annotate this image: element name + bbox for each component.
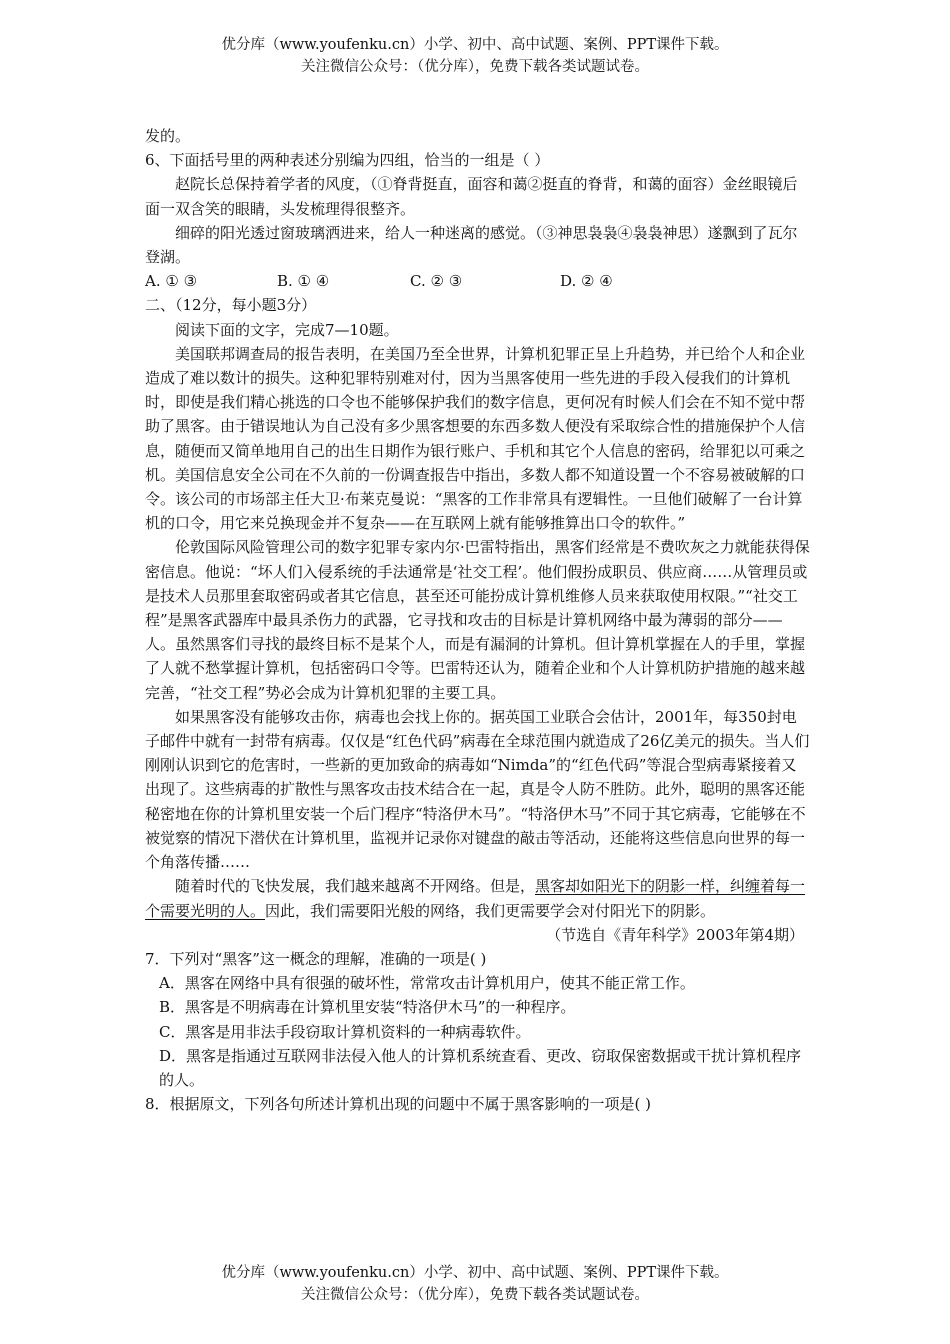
q8-stem: 8．根据原文，下列各句所述计算机出现的问题中不属于黑客影响的一项是( ) xyxy=(145,1095,652,1114)
q7-option-b: B．黑客是不明病毒在计算机里安装“特洛伊木马”的一种程序。 xyxy=(159,998,576,1017)
continuation-line: 发的。 xyxy=(145,127,191,145)
header-line-2: 关注微信公众号：（优分库），免费下载各类试题试卷。 xyxy=(301,59,649,75)
q6-paragraph-1: 赵院长总保持着学者的风度，（①脊背挺直，面容和蔼②挺直的脊背，和蔼的面容）金丝眼镜后面一双含笑的眼睛，头发梳理得很整齐。 xyxy=(145,175,798,218)
q6-option-c: C. ② ③ xyxy=(410,272,463,291)
passage-paragraph-1: 美国联邦调查局的报告表明，在美国乃至全世界，计算机犯罪正呈上升趋势，并已给个人和企业造成了难以数计的损失。这种犯罪特别难对付，因为当黑客使用一些先进的手段入侵我们的计算机时，即使是我们精心挑选的口令也不能够保护我们的数字信息，更何况有时候人们会在不知不觉中帮助了黑客。由于错误地认为自己没有多少黑客想要的东西多数人便没有采取综合性的措施保护个人信息，随便而又简单地用自己的出生日期作为银行账户、手机和其它个人信息的密码，给罪犯以可乘之机。美国信息安全公司在不久前的一份调查报告中指出，多数人都不知道设置一个不容易被破解的口令。该公司的市场部主任大卫·布莱克曼说：“黑客的工作非常具有逻辑性。一旦他们破解了一台计算机的口令，用它来兑换现金并不复杂——在互联网上就有能够推算出口令的软件。” xyxy=(145,344,806,533)
section-2-title: 二、（12分，每小题3分） xyxy=(145,296,317,315)
passage-source: （节选自《青年科学》2003年第4期） xyxy=(546,925,804,944)
passage-p4-end: 因此，我们需要阳光般的网络，我们更需要学会对付阳光下的阴影。 xyxy=(265,901,716,920)
passage-paragraph-2: 伦敦国际风险管理公司的数字犯罪专家内尔·巴雷特指出，黑客们经常是不费吹灰之力就能获得保密信息。他说：“坏人们入侵系统的手法通常是‘社交工程’。他们假扮成职员、供应商……从管理员或是技术人员那里套取密码或者其它信息，甚至还可能扮成计算机维修人员来获取使用权限。”“社交工程”是黑客武器库中最具杀伤力的武器，它寻找和攻击的目标是计算机网络中最为薄弱的部分——人。虽然黑客们寻找的最终目标不是某个人，而是有漏洞的计算机。但计算机掌握在人的手里，掌握了人就不愁掌握计算机，包括密码口令等。巴雷特还认为，随着企业和个人计算机防护措施的越来越完善，“社交工程”势必会成为计算机犯罪的主要工具。 xyxy=(145,538,810,702)
section-2-intro: 阅读下面的文字，完成7—10题。 xyxy=(175,320,399,339)
q6-option-d: D. ② ④ xyxy=(560,272,613,291)
page-footer xyxy=(0,1262,950,1306)
q7-option-a: A．黑客在网络中具有很强的破坏性，常常攻击计算机用户，使其不能正常工作。 xyxy=(159,974,695,993)
document-body xyxy=(145,124,810,1116)
q7-option-c: C．黑客是用非法手段窃取计算机资料的一种病毒软件。 xyxy=(159,1022,531,1041)
q6-stem: 6、下面括号里的两种表述分别编为四组，恰当的一组是（ ） xyxy=(145,151,550,170)
passage-paragraph-3: 如果黑客没有能够攻击你，病毒也会找上你的。据英国工业联合会估计，2001年，每350封电子邮件中就有一封带有病毒。仅仅是“红色代码”病毒在全球范围内就造成了26亿美元的损失。当人们刚刚认识到它的危害时，一些新的更加致命的病毒如“Nimda”的“红色代码”等混合型病毒紧接着又出现了。这些病毒的扩散性与黑客攻击技术结合在一起，真是令人防不胜防。此外，聪明的黑客还能秘密地在你的计算机里安装一个后门程序“特洛伊木马”。“特洛伊木马”不同于其它病毒，它能够在不被觉察的情况下潜伏在计算机里，监视并记录你对键盘的敲击等活动，还能将这些信息向世界的每一个角落传播…… xyxy=(145,707,810,872)
footer-line-2: 关注微信公众号：（优分库），免费下载各类试题试卷。 xyxy=(301,1287,649,1303)
page-header xyxy=(0,34,950,78)
q6-option-a: A. ① ③ xyxy=(145,272,198,291)
q6-options xyxy=(145,269,810,293)
footer-line-1: 优分库（www.youfenku.cn）小学、初中、高中试题、案例、PPT课件下载。 xyxy=(221,1265,729,1281)
q7-option-d: D．黑客是指通过互联网非法侵入他人的计算机系统查看、更改、窃取保密数据或干扰计算机程序的人。 xyxy=(159,1046,802,1089)
q6-option-b: B. ① ④ xyxy=(277,272,330,291)
passage-p4-start: 随着时代的飞快发展，我们越来越离不开网络。但是， xyxy=(175,877,536,896)
q6-paragraph-2: 细碎的阳光透过窗玻璃洒进来，给人一种迷离的感觉。（③神思袅袅④袅袅神思）遂飘到了瓦尔登湖。 xyxy=(145,223,798,267)
passage-paragraph-4 xyxy=(145,874,810,922)
underlined-sentence: 黑客却如阳光下的阴影一样，纠缠着每一个需要光明的人。 xyxy=(145,877,806,920)
q7-stem: 7．下列对“黑客”这一概念的理解，准确的一项是( ) xyxy=(145,949,487,968)
header-line-1: 优分库（www.youfenku.cn）小学、初中、高中试题、案例、PPT课件下载。 xyxy=(221,37,729,53)
